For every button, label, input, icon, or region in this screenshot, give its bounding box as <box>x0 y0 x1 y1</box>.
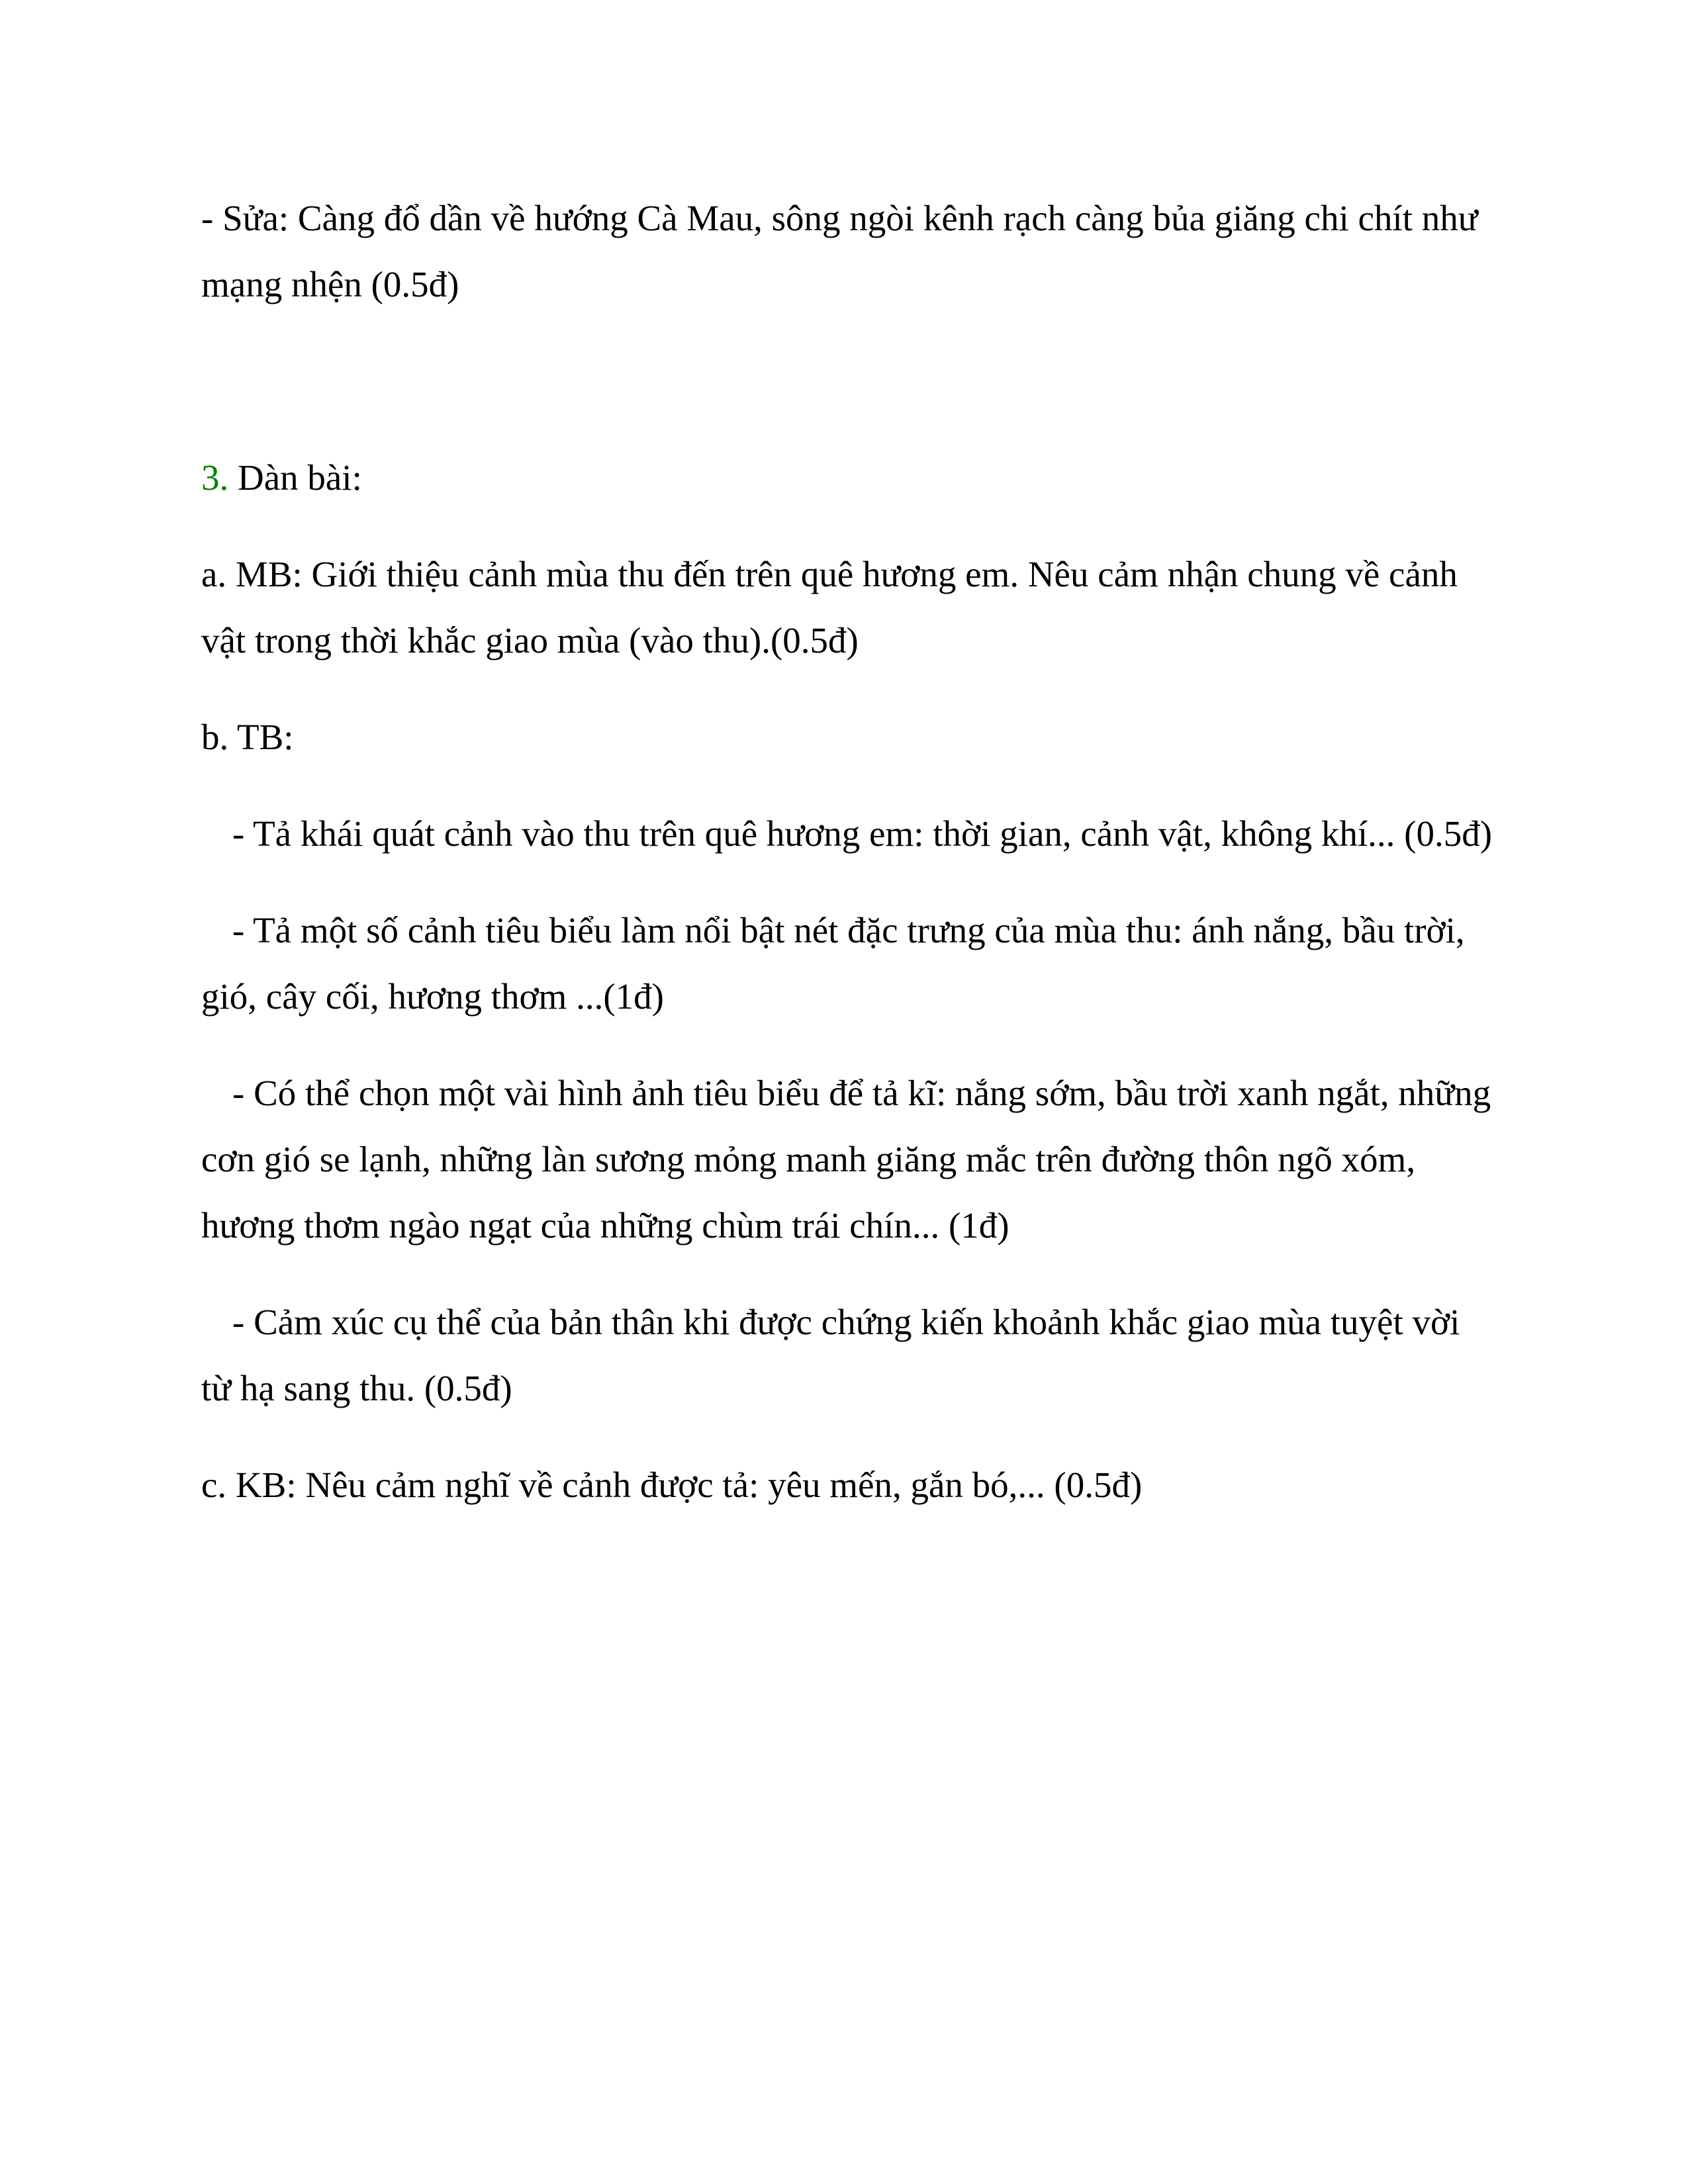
outline-body-item: - Tả một số cảnh tiêu biểu làm nổi bật nét đặc trưng của mùa thu: ánh nắng, bầu trời, gió, cây cối, hương thơm ...(1đ) <box>201 910 1465 1017</box>
outline-body-item: - Có thể chọn một vài hình ảnh tiêu biểu để tả kĩ: nắng sớm, bầu trời xanh ngắt, những cơn gió se lạnh, những làn sương mỏng manh giăng mắc trên đường thôn ngõ xóm, hương thơm ngào ngạt của những chùm trái chín... (1đ) <box>201 1073 1491 1246</box>
section-number: 3. <box>201 457 229 498</box>
document-content <box>201 185 1499 1549</box>
section-heading <box>201 445 1499 511</box>
section-title: Dàn bài: <box>238 457 362 498</box>
spacer <box>201 348 1499 445</box>
outline-conclusion: c. KB: Nêu cảm nghĩ về cảnh được tả: yêu mến, gắn bó,... (0.5đ) <box>201 1465 1143 1505</box>
outline-body-item: - Cảm xúc cụ thể của bản thân khi được chứng kiến khoảnh khắc giao mùa tuyệt vời từ hạ sang thu. (0.5đ) <box>201 1302 1460 1408</box>
outline-body-heading: b. TB: <box>201 717 294 757</box>
outline-body-item: - Tả khái quát cảnh vào thu trên quê hương em: thời gian, cảnh vật, không khí... (0.5đ) <box>232 813 1493 854</box>
outline-intro: a. MB: Giới thiệu cảnh mùa thu đến trên quê hương em. Nêu cảm nhận chung về cảnh vật trong thời khắc giao mùa (vào thu).(0.5đ) <box>201 554 1458 660</box>
fix-line: - Sửa: Càng đổ dần về hướng Cà Mau, sông ngòi kênh rạch càng bủa giăng chi chít như mạng nhện (0.5đ) <box>201 198 1478 304</box>
